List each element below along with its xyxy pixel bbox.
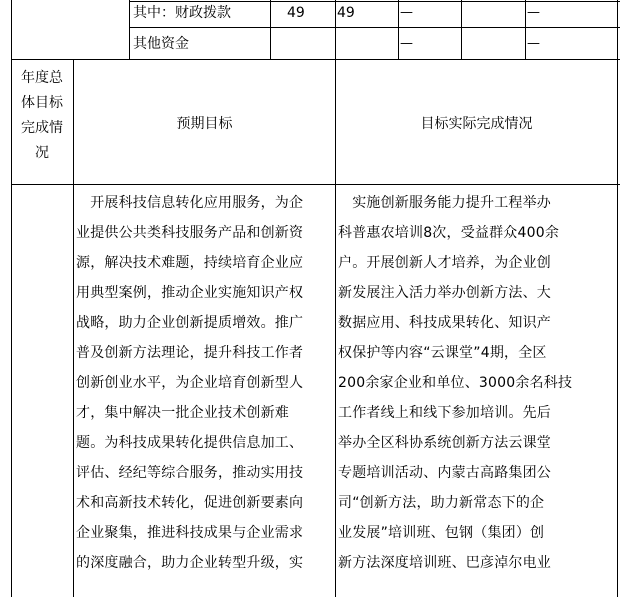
rule-col-c xyxy=(270,0,271,59)
section-label-line: 年度总 xyxy=(21,70,63,86)
expected-line: 创新创业水平，为企业培育创新型人 xyxy=(76,375,304,391)
rule-top xyxy=(129,1,620,2)
actual-line: 权保护等内容“云课堂”4期，全区 xyxy=(338,345,547,361)
fund-row-dash: — xyxy=(527,5,540,20)
actual-line: 专题培训活动、内蒙古高路集团公 xyxy=(338,465,551,481)
header-expected: 预期目标 xyxy=(176,116,233,132)
expected-line: 源，解决技术难题，持续培育企业应 xyxy=(76,255,304,271)
expected-line: 题。为科技成果转化提供信息加工、 xyxy=(76,435,304,451)
expected-line: 企业聚集，推进科技成果与企业需求 xyxy=(76,525,304,541)
expected-line: 评估、经纪等综合服务，推动实用技 xyxy=(76,465,304,481)
expected-line: 战略，助力企业创新提质增效。推广 xyxy=(76,315,304,331)
fund-row-label: 其中：财政拨款 xyxy=(133,5,231,21)
fund-row-dash: — xyxy=(527,36,540,51)
actual-line: 200余家企业和单位、3000余名科技 xyxy=(338,375,573,391)
fund-row-executed: 49 xyxy=(337,5,355,21)
rule-row2 xyxy=(11,59,620,60)
fund-row-dash: — xyxy=(400,36,413,51)
section-label-line: 体目标 xyxy=(21,95,63,111)
actual-line: 业发展”培训班、包钢（集团）创 xyxy=(338,525,545,541)
expected-line: 开展科技信息转化应用服务，为企 xyxy=(76,195,304,211)
actual-line: 司“创新方法，助力新常态下的企 xyxy=(338,495,545,511)
actual-line: 新发展注入活力举办创新方法、大 xyxy=(338,285,551,301)
rule-col-b xyxy=(129,0,130,59)
rule-col-a xyxy=(73,59,74,597)
expected-line: 才，集中解决一批企业技术创新难 xyxy=(76,405,289,421)
expected-text xyxy=(76,188,303,578)
rule-col-g xyxy=(525,0,526,59)
fund-row-label: 其他资金 xyxy=(133,36,189,52)
section-label-line: 况 xyxy=(35,145,49,161)
actual-line: 数据应用、科技成果转化、知识产 xyxy=(338,315,551,331)
fund-row-budget: 49 xyxy=(287,5,305,21)
header-actual: 目标实际完成情况 xyxy=(420,116,533,132)
section-label xyxy=(11,66,73,166)
actual-line: 户。开展创新人才培养，为企业创 xyxy=(338,255,551,271)
rule-col-e xyxy=(398,0,399,59)
actual-line: 举办全区科协系统创新方法云课堂 xyxy=(338,435,551,451)
rule-row1 xyxy=(129,27,620,28)
actual-line: 工作者线上和线下参加培训。先后 xyxy=(338,405,551,421)
expected-line: 业提供公共类科技服务产品和创新资 xyxy=(76,225,304,241)
section-label-line: 完成情 xyxy=(21,120,63,136)
rule-col-f xyxy=(461,0,462,59)
expected-line: 用典型案例，推动企业实施知识产权 xyxy=(76,285,304,301)
expected-line: 的深度融合，助力企业转型升级，实 xyxy=(76,555,304,571)
rule-header xyxy=(11,184,620,185)
rule-col-d xyxy=(335,0,336,597)
expected-line: 普及创新方法理论，提升科技工作者 xyxy=(76,345,304,361)
rule-right xyxy=(617,0,618,597)
fund-row-dash: — xyxy=(400,5,413,20)
actual-text xyxy=(338,188,572,578)
actual-line: 实施创新服务能力提升工程举办 xyxy=(338,195,551,211)
actual-line: 科普惠农培训8次，受益群众400余 xyxy=(338,225,560,241)
actual-line: 新方法深度培训班、巴彦淖尔电业 xyxy=(338,555,551,571)
expected-line: 术和高新技术转化，促进创新要素向 xyxy=(76,495,304,511)
